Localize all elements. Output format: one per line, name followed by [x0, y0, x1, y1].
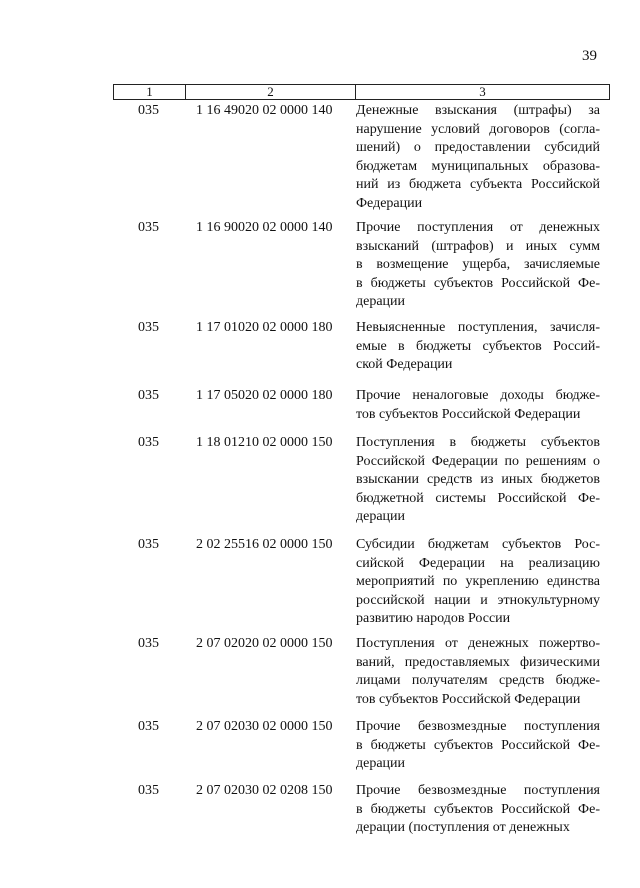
description-line: бюджетам муниципальных образова-	[356, 158, 600, 174]
description-cell	[356, 219, 600, 312]
description-line: Поступления от денежных пожертво-	[356, 636, 600, 651]
description-line: Денежные взыскания (штрафы) за	[356, 103, 600, 118]
header-col-1: 1	[114, 85, 186, 99]
description-line: дерации	[356, 756, 406, 771]
description-line: сийской Федерации на реализацию	[356, 555, 600, 571]
description-line: бюджетной системы Российской Фе-	[356, 490, 600, 506]
description-line: ний из бюджета субъекта Российской	[356, 177, 600, 192]
kbk-code-cell: 1 16 90020 02 0000 140	[196, 220, 333, 235]
description-line: ваний, предоставляемых физическими	[356, 654, 600, 670]
description-cell	[356, 635, 600, 709]
description-line: в бюджеты субъектов Российской Фе-	[356, 801, 600, 817]
admin-code-cell: 035	[138, 103, 159, 118]
description-line: Прочие безвозмездные поступления	[356, 783, 600, 798]
admin-code-cell: 035	[138, 435, 159, 450]
kbk-code-cell: 2 07 02030 02 0000 150	[196, 719, 333, 734]
page-number: 39	[582, 48, 597, 64]
kbk-code-cell: 1 17 05020 02 0000 180	[196, 388, 333, 403]
description-line: Поступления в бюджеты субъектов	[356, 435, 600, 450]
kbk-code-cell: 1 16 49020 02 0000 140	[196, 103, 333, 118]
description-cell	[356, 102, 600, 213]
admin-code-cell: 035	[138, 320, 159, 335]
description-line: российской нации и этнокультурному	[356, 592, 600, 608]
description-cell	[356, 782, 600, 838]
description-line: в бюджеты субъектов Российской Фе-	[356, 737, 600, 753]
kbk-code-cell: 1 18 01210 02 0000 150	[196, 435, 333, 450]
description-cell	[356, 319, 600, 375]
kbk-code-cell: 1 17 01020 02 0000 180	[196, 320, 333, 335]
header-col-3: 3	[479, 84, 486, 99]
description-line: взыскании средств из иных бюджетов	[356, 472, 600, 487]
description-line: тов субъектов Российской Федерации	[356, 406, 581, 422]
description-line: в возмещение ущерба, зачисляемые	[356, 257, 600, 272]
description-line: Субсидии бюджетам субъектов Рос-	[356, 537, 600, 552]
description-line: Федерации	[356, 195, 423, 211]
description-line: развитию народов России	[356, 611, 511, 626]
description-cell	[356, 536, 600, 629]
description-line: мероприятий по укреплению единства	[356, 574, 600, 589]
description-line: Прочие поступления от денежных	[356, 220, 600, 235]
description-line: в бюджеты субъектов Российской Фе-	[356, 275, 600, 291]
description-cell	[356, 434, 600, 527]
admin-code-cell: 035	[138, 220, 159, 235]
admin-code-cell: 035	[138, 636, 159, 651]
description-line: тов субъектов Российской Федерации	[356, 691, 581, 707]
kbk-code-cell: 2 02 25516 02 0000 150	[196, 537, 333, 552]
description-line: взысканий (штрафов) и иных сумм	[356, 238, 600, 254]
description-line: дерации	[356, 509, 406, 524]
description-cell	[356, 718, 600, 774]
description-line: емые в бюджеты субъектов Россий-	[356, 338, 600, 354]
description-line: Российской Федерации по решениям о	[356, 453, 600, 469]
admin-code-cell: 035	[138, 537, 159, 552]
admin-code-cell: 035	[138, 388, 159, 403]
description-line: ской Федерации	[356, 357, 453, 372]
description-line: Прочие безвозмездные поступления	[356, 719, 600, 734]
description-line: дерации (поступления от денежных	[356, 820, 570, 835]
description-line: шений) о предоставлении субсидий	[356, 140, 600, 155]
description-line: Невыясненные поступления, зачисля-	[356, 320, 600, 335]
kbk-code-cell: 2 07 02030 02 0208 150	[196, 783, 333, 798]
table-header	[113, 84, 610, 100]
description-cell	[356, 387, 600, 424]
admin-code-cell: 035	[138, 783, 159, 798]
admin-code-cell: 035	[138, 719, 159, 734]
kbk-code-cell: 2 07 02020 02 0000 150	[196, 636, 333, 651]
description-line: Прочие неналоговые доходы бюдже-	[356, 388, 600, 403]
description-line: нарушение условий договоров (согла-	[356, 121, 600, 137]
description-line: дерации	[356, 294, 406, 309]
description-line: лицами получателям средств бюдже-	[356, 673, 600, 688]
header-col-2: 2	[186, 85, 356, 99]
